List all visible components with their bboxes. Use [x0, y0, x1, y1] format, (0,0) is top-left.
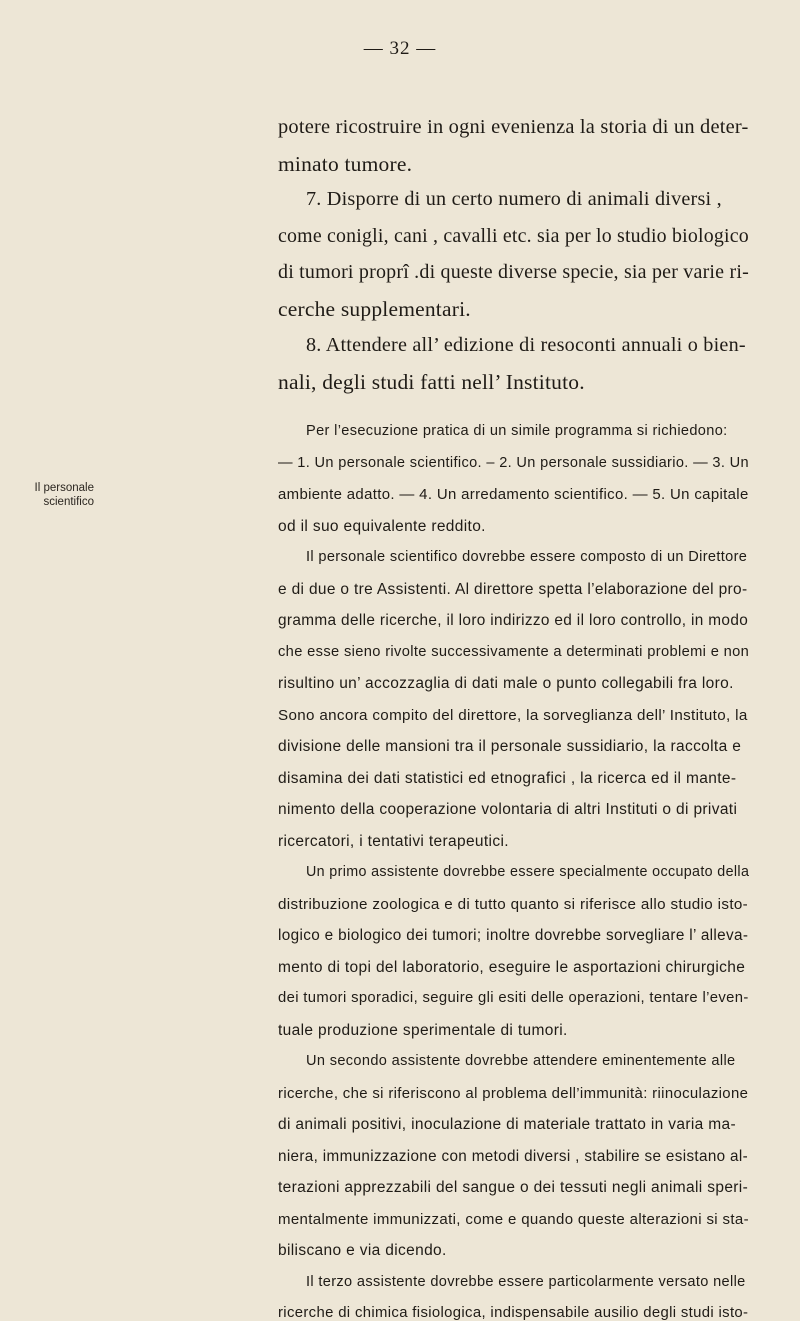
margin-note-line: scientifico — [43, 496, 94, 508]
text-line: — 1. Un personale scientifico. – 2. Un personale sussidiario. — 3. Un — [278, 455, 749, 471]
text-line: risultino un’ accozzaglia di dati male o punto collegabili fra loro. — [278, 675, 734, 692]
text-line: Un secondo assistente dovrebbe attendere eminentemente alle — [306, 1053, 736, 1069]
text-line: Il terzo assistente dovrebbe essere particolarmente versato nelle — [306, 1274, 746, 1290]
text-line: Il personale scientifico dovrebbe essere composto di un Direttore — [306, 549, 748, 565]
text-line: terazioni apprezzabili del sangue o dei tessuti negli animali speri- — [278, 1179, 749, 1196]
text-line: nimento della cooperazione volontaria di altri Instituti o di privati — [278, 801, 738, 818]
text-line: come conigli, cani , cavalli etc. sia per lo studio biologico — [278, 225, 749, 247]
text-line: minato tumore. — [278, 152, 413, 176]
text-line: mentalmente immunizzati, come e quando queste alterazioni si sta- — [278, 1211, 749, 1228]
text-line: Un primo assistente dovrebbe essere specialmente occupato della — [306, 864, 750, 880]
text-line: ricercatori, i tentativi terapeutici. — [278, 833, 509, 850]
text-line: potere ricostruire in ogni evenienza la storia di un deter- — [278, 116, 749, 138]
text-line: distribuzione zoologica e di tutto quanto si riferisce allo studio isto- — [278, 896, 749, 913]
text-line: od il suo equivalente reddito. — [278, 518, 486, 535]
text-line: Sono ancora compito del direttore, la sorveglianza dell’ Instituto, la — [278, 707, 748, 724]
text-line: logico e biologico dei tumori; inoltre dovrebbe sorvegliare l’ alleva- — [278, 927, 749, 944]
text-line: 7. Disporre di un certo numero di animali diversi , — [306, 188, 722, 210]
text-line: Per l’esecuzione pratica di un simile programma si richiedono: — [306, 423, 728, 439]
text-line: ambiente adatto. — 4. Un arredamento scientifico. — 5. Un capitale — [278, 486, 749, 503]
text-line: ricerche di chimica fisiologica, indispensabile ausilio degli studi isto- — [278, 1305, 749, 1321]
text-line: nali, degli studi fatti nell’ Instituto. — [278, 370, 585, 394]
text-line: dei tumori sporadici, seguire gli esiti delle operazioni, tentare l’even- — [278, 990, 749, 1006]
text-line: tuale produzione sperimentale di tumori. — [278, 1022, 568, 1039]
margin-note — [8, 481, 94, 509]
text-line: e di due o tre Assistenti. Al direttore spetta l’elaborazione del pro- — [278, 581, 748, 598]
margin-note-line: Il personale — [34, 482, 94, 494]
text-line: che esse sieno rivolte successivamente a determinati problemi e non — [278, 644, 750, 660]
text-line: biliscano e via dicendo. — [278, 1242, 447, 1259]
text-line: 8. Attendere all’ edizione di resoconti annuali o bien- — [306, 334, 746, 356]
text-line: ricerche, che si riferiscono al problema dell’immunità: riinoculazione — [278, 1085, 749, 1102]
text-line: di tumori proprî .di queste diverse specie, sia per varie ri- — [278, 261, 749, 283]
text-line: divisione delle mansioni tra il personale sussidiario, la raccolta e — [278, 738, 742, 755]
page-number: — 32 — — [363, 38, 437, 59]
text-line: di animali positivi, inoculazione di materiale trattato in varia ma- — [278, 1116, 736, 1133]
text-line: mento di topi del laboratorio, eseguire le asportazioni chirurgiche — [278, 959, 746, 976]
text-line: cerche supplementari. — [278, 297, 471, 321]
text-line: disamina dei dati statistici ed etnografici , la ricerca ed il mante- — [278, 770, 737, 787]
text-line: gramma delle ricerche, il loro indirizzo ed il loro controllo, in modo — [278, 612, 749, 629]
text-line: niera, immunizzazione con metodi diversi , stabilire se esistano al- — [278, 1148, 749, 1165]
